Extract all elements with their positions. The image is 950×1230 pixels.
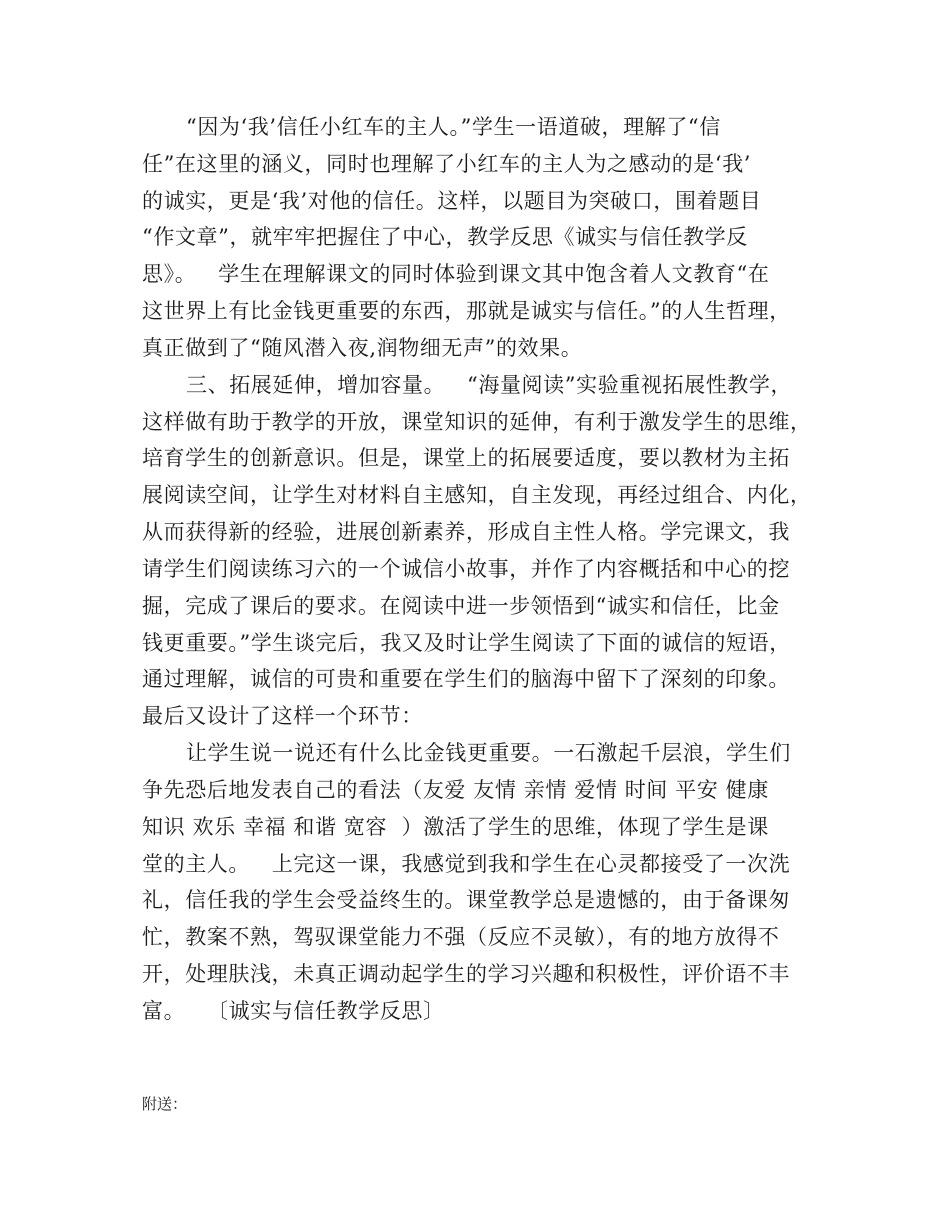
paragraph-2-line-6: 请学生们阅读练习六的一个诚信小故事，并作了内容概括和中心的挖: [142, 557, 790, 581]
appendix-label: 附送：: [142, 1095, 188, 1113]
paragraph-2-line-8: 钱更重要。”学生谈完后，我又及时让学生阅读了下面的诚信的短语，: [142, 631, 791, 655]
paragraph-1-line-5: 思》。 学生在理解课文的同时体验到课文其中饱含着人文教育“在: [142, 262, 770, 286]
paragraph-2-line-9: 通过理解，诚信的可贵和重要在学生们的脑海中留下了深刻的印象。: [142, 667, 790, 691]
paragraph-1-line-4: “作文章”，就牢牢把握住了中心，教学反思《诚实与信任教学反: [142, 225, 748, 249]
paragraph-3-line-1: 让学生说一说还有什么比金钱更重要。一石激起千层浪，学生们: [186, 741, 791, 765]
paragraph-3-line-8: 富。 〔诚实与信任教学反思〕: [142, 999, 445, 1023]
paragraph-2-line-5: 从而获得新的经验，进展创新素养，形成自主性人格。学完课文，我: [142, 520, 790, 544]
paragraph-2-line-4: 展阅读空间，让学生对材料自主感知，自主发现，再经过组合、内化，: [142, 483, 812, 507]
paragraph-3-line-2: 争先恐后地发表自己的看法（友爱 友情 亲情 爱情 时间 平安 健康: [142, 778, 769, 802]
paragraph-2-line-10: 最后又设计了这样一个环节：: [142, 704, 423, 728]
paragraph-3-line-3: 知识 欢乐 幸福 和谐 宽容 ）激活了学生的思维，体现了学生是课: [142, 815, 769, 839]
paragraph-2-line-2: 这样做有助于教学的开放，课堂知识的延伸，有利于激发学生的思维，: [142, 410, 812, 434]
paragraph-3-line-4: 堂的主人。 上完这一课，我感觉到我和学生在心灵都接受了一次洗: [142, 852, 791, 876]
paragraph-1-line-1: “因为‘我’信任小红车的主人。”学生一语道破，理解了“信: [186, 115, 721, 139]
paragraph-3-line-5: 礼，信任我的学生会受益终生的。课堂教学总是遗憾的，由于备课匆: [142, 888, 790, 912]
paragraph-1-line-6: 这世界上有比金钱更重要的东西，那就是诚实与信任。”的人生哲理，: [142, 299, 791, 323]
paragraph-2-line-7: 掘，完成了课后的要求。在阅读中进一步领悟到“诚实和信任，比金: [142, 594, 780, 618]
paragraph-2-line-1: 三、拓展延伸，增加容量。 “海量阅读”实验重视拓展性教学，: [186, 373, 793, 397]
paragraph-1-line-7: 真正做到了“随风潜入夜,润物细无声”的效果。: [142, 336, 583, 360]
paragraph-3-line-7: 开，处理肤浅，未真正调动起学生的学习兴趣和积极性，评价语不丰: [142, 962, 790, 986]
paragraph-1-line-2: 任”在这里的涵义，同时也理解了小红车的主人为之感动的是‘我’: [142, 152, 752, 176]
paragraph-1-line-3: 的诚实，更是‘我’对他的信任。这样，以题目为突破口，围着题目: [142, 189, 762, 213]
paragraph-3-line-6: 忙，教案不熟，驾驭课堂能力不强（反应不灵敏），有的地方放得不: [142, 925, 780, 949]
paragraph-2-line-3: 培育学生的创新意识。但是，课堂上的拓展要适度，要以教材为主拓: [142, 446, 790, 470]
